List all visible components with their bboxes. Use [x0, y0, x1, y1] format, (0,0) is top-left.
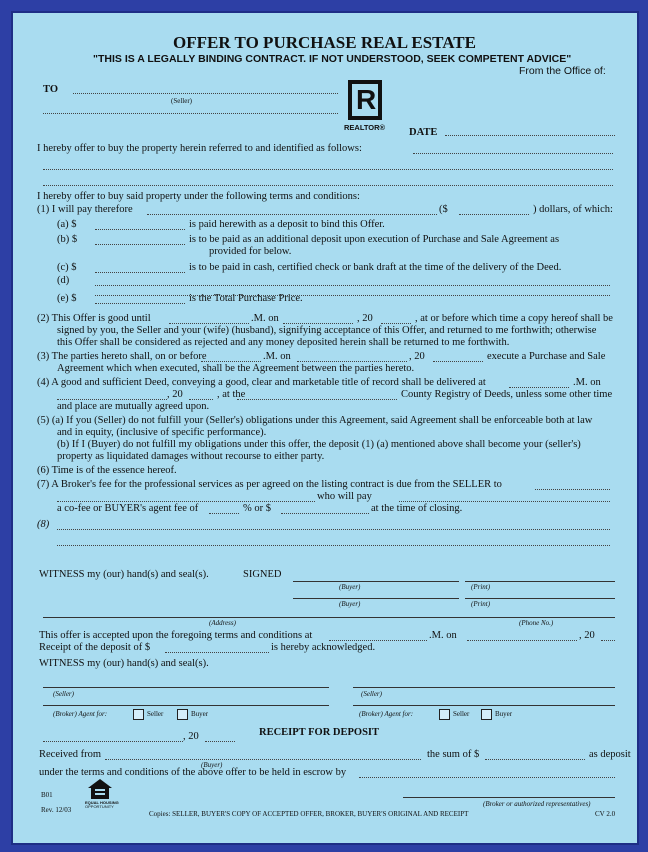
print-caption-2: (Print)	[471, 600, 491, 608]
accepted-year-line[interactable]	[601, 640, 615, 641]
clause-4-text: (4) A good and sufficient Deed, conveying a good, clear and marketable title of record shall be delivered at	[37, 377, 486, 388]
receipt-deposit-text: Receipt of the deposit of $	[39, 642, 151, 653]
realtor-logo	[348, 80, 382, 120]
clause-5-text: (5) (a) If you (Seller) do not fulfill your (Seller's) obligations under this Agreement, said Agreement shall be enforceable both at law	[37, 415, 593, 426]
to-label: TO	[43, 84, 58, 95]
clause-5-line-3: (b) If I (Buyer) do not fulfill my obligations under this offer, the deposit (1) (a) mentioned above shall become your (seller's)	[57, 439, 581, 450]
clause-3-m-on: .M. on	[263, 351, 291, 362]
revision: Rev. 12/03	[41, 806, 72, 814]
clause-2-text: (2) This Offer is good until	[37, 313, 151, 324]
seller-caption-2: (Seller)	[361, 690, 382, 698]
clause-8-line-1[interactable]	[57, 529, 610, 530]
to-line-1[interactable]	[73, 93, 338, 94]
receipt-deposit-amount[interactable]	[165, 652, 269, 653]
item-a-amount[interactable]	[95, 229, 185, 230]
buyer-option-2: Buyer	[495, 710, 513, 718]
price-words-line[interactable]	[147, 214, 437, 215]
item-d-label: (d)	[57, 275, 70, 286]
item-e-label: (e) $	[57, 293, 77, 304]
broker-agent-label-1: (Broker) Agent for:	[53, 710, 108, 718]
clause-2-year: , 20	[357, 313, 373, 324]
form-code: B01	[41, 791, 53, 799]
price-open: ($	[439, 204, 448, 215]
realtor-logo-letter: R	[356, 84, 377, 115]
item-d-line[interactable]	[95, 285, 610, 286]
item-a-label: (a) $	[57, 219, 77, 230]
property-line-2[interactable]	[43, 169, 613, 170]
broker-rep-caption: (Broker or authorized representatives)	[483, 800, 591, 808]
copies-text: Copies: SELLER, BUYER'S COPY OF ACCEPTED OFFER, BROKER, BUYER'S ORIGINAL AND RECEIPT	[149, 810, 469, 818]
item-b-label: (b) $	[57, 234, 78, 245]
receipt-buyer-caption: (Buyer)	[201, 761, 223, 769]
buyer-print-line-2[interactable]	[465, 598, 615, 599]
clause-5-line-4: property as liquidated damages without recourse to either party.	[57, 451, 325, 462]
clause-5-line-2: and in equity, (inclusive of specific performance).	[57, 427, 267, 438]
broker-line-1[interactable]	[43, 705, 329, 706]
clause-7-who-will-pay: who will pay	[317, 491, 372, 502]
price-number-line[interactable]	[459, 214, 529, 215]
address-caption: (Address)	[209, 619, 236, 627]
clause-4-at: , at the	[217, 389, 246, 400]
document-warning: "THIS IS A LEGALLY BINDING CONTRACT. IF NOT UNDERSTOOD, SEEK COMPETENT ADVICE"	[93, 53, 572, 65]
sum-label: the sum of $	[427, 749, 480, 760]
item-b-text: is to be paid as an additional deposit upon execution of Purchase and Sale Agreement as	[189, 234, 560, 245]
clause-7-percent[interactable]	[209, 513, 239, 514]
witness-label-2: WITNESS my (our) hand(s) and seal(s).	[39, 658, 209, 669]
clause-7-line-a[interactable]	[535, 489, 610, 490]
clause-7-amount[interactable]	[281, 513, 369, 514]
clause-4-date[interactable]	[57, 399, 167, 400]
phone-caption: (Phone No.)	[519, 619, 554, 627]
receipt-year: , 20	[183, 731, 199, 742]
witness-label: WITNESS my (our) hand(s) and seal(s).	[39, 569, 209, 580]
item-c-label: (c) $	[57, 262, 77, 273]
clause-3-time[interactable]	[201, 361, 261, 362]
receipt-title: RECEIPT FOR DEPOSIT	[259, 727, 379, 738]
buyer-signature-line-2[interactable]	[293, 598, 459, 599]
seller-signature-line-1[interactable]	[43, 687, 329, 688]
clause-7-cofee: a co-fee or BUYER's agent fee of	[57, 503, 199, 514]
buyer-signature-line-1[interactable]	[293, 581, 459, 582]
property-line-3[interactable]	[43, 185, 613, 186]
clause-2-year-line[interactable]	[381, 323, 411, 324]
accepted-date[interactable]	[467, 640, 577, 641]
terms-intro: I hereby offer to buy said property under the following terms and conditions:	[37, 191, 360, 202]
escrow-text: under the terms and conditions of the above offer to be held in escrow by	[39, 767, 347, 778]
clause-4-year: , 20	[167, 389, 183, 400]
item-e-amount[interactable]	[95, 303, 185, 304]
clause-6-text: (6) Time is of the essence hereof.	[37, 465, 177, 476]
house-icon	[87, 778, 113, 800]
seller-caption-1: (Seller)	[53, 690, 74, 698]
item-c-amount[interactable]	[95, 272, 185, 273]
address-line[interactable]	[43, 617, 615, 618]
clause-3-text: (3) The parties hereto shall, on or before	[37, 351, 207, 362]
buyer-print-line-1[interactable]	[465, 581, 615, 582]
accepted-time[interactable]	[329, 640, 427, 641]
clause-3-rest: execute a Purchase and Sale	[487, 351, 606, 362]
property-intro: I hereby offer to buy the property herein referred to and identified as follows:	[37, 143, 362, 154]
clause-4-county[interactable]	[237, 399, 397, 400]
form-version: CV 2.0	[595, 810, 616, 818]
clause-2-line-3: this Offer shall be considered as rejected and any money deposited herein shall be returned to me forthwith.	[57, 337, 510, 348]
clause-4-m-on: .M. on	[573, 377, 601, 388]
print-caption-1: (Print)	[471, 583, 491, 591]
price-close: ) dollars, of which:	[533, 204, 613, 215]
item-c-text: is to be paid in cash, certified check or bank draft at the time of the delivery of the Deed.	[189, 262, 562, 273]
accepted-year: , 20	[579, 630, 595, 641]
clause-4-year-line[interactable]	[189, 399, 213, 400]
document-paper	[11, 11, 639, 845]
broker-agent-label-2: (Broker) Agent for:	[359, 710, 414, 718]
to-line-2[interactable]	[43, 113, 338, 114]
realtor-label: REALTOR®	[344, 123, 386, 132]
date-label: DATE	[409, 127, 438, 138]
clause-2-date[interactable]	[283, 323, 353, 324]
receipt-date-line[interactable]	[43, 741, 183, 742]
clause-2-line-2: signed by you, the Seller and your (wife) (husband), signifying acceptance of this Offer, and returned to me forthwith; otherwise	[57, 325, 597, 336]
seller-agent-checkbox-1[interactable]	[133, 709, 144, 720]
seller-caption: (Seller)	[171, 97, 192, 105]
clause-3-date[interactable]	[297, 361, 407, 362]
accepted-text: This offer is accepted upon the foregoing terms and conditions at	[39, 630, 313, 641]
clause-8-label: (8)	[37, 519, 50, 530]
clause-4-rest: County Registry of Deeds, unless some other time	[401, 389, 613, 400]
item-b-amount[interactable]	[95, 244, 185, 245]
clause-7-or: % or $	[243, 503, 271, 514]
clause-2-rest: , at or before which time a copy hereof shall be	[415, 313, 613, 324]
clause-2-time[interactable]	[169, 323, 249, 324]
receipt-year-line[interactable]	[205, 741, 235, 742]
buyer-caption-2: (Buyer)	[339, 600, 361, 608]
sum-line[interactable]	[485, 759, 585, 760]
clause-2-m-on: .M. on	[251, 313, 279, 324]
item-d-line-2[interactable]	[95, 295, 610, 296]
seller-option-2: Seller	[453, 710, 470, 718]
item-b-text-2: provided for below.	[209, 246, 292, 257]
buyer-option-1: Buyer	[191, 710, 209, 718]
property-line-1[interactable]	[413, 153, 613, 154]
date-line[interactable]	[445, 135, 615, 136]
buyer-agent-checkbox-2[interactable]	[481, 709, 492, 720]
clause-4-line-3: and place are mutually agreed upon.	[57, 401, 210, 412]
broker-line-2[interactable]	[353, 705, 615, 706]
clause-3-line-2: Agreement which when executed, shall be the Agreement between the parties hereto.	[57, 363, 415, 374]
received-from-label: Received from	[39, 749, 102, 760]
item-a-text: is paid herewith as a deposit to bind this Offer.	[189, 219, 385, 230]
clause-7-text: (7) A Broker's fee for the professional services as per agreed on the listing contract is due from the SELLER to	[37, 479, 502, 490]
clause-7-line-b[interactable]	[57, 501, 315, 502]
clause-8-line-2[interactable]	[57, 545, 610, 546]
seller-agent-checkbox-2[interactable]	[439, 709, 450, 720]
signed-label: SIGNED	[243, 569, 282, 580]
clause-1-text: (1) I will pay therefore	[37, 204, 133, 215]
buyer-caption-1: (Buyer)	[339, 583, 361, 591]
buyer-agent-checkbox-1[interactable]	[177, 709, 188, 720]
clause-7-closing: at the time of closing.	[371, 503, 463, 514]
escrow-line[interactable]	[359, 777, 615, 778]
from-office-label: From the Office of:	[519, 65, 606, 77]
clause-7-line-c[interactable]	[399, 501, 610, 502]
equal-housing-logo	[87, 778, 113, 800]
receipt-acknowledged: is hereby acknowledged.	[271, 642, 376, 653]
accepted-m-on: .M. on	[429, 630, 457, 641]
clause-4-time[interactable]	[509, 387, 569, 388]
clause-3-year-line[interactable]	[433, 361, 483, 362]
clause-3-year: , 20	[409, 351, 425, 362]
received-from-line[interactable]	[105, 759, 421, 760]
equal-housing-text: EQUAL HOUSING	[85, 800, 119, 805]
item-e-text: is the Total Purchase Price.	[189, 293, 303, 304]
seller-signature-line-2[interactable]	[353, 687, 615, 688]
seller-option-1: Seller	[147, 710, 164, 718]
equal-housing-text-2: OPPORTUNITY	[85, 804, 114, 809]
document-title: OFFER TO PURCHASE REAL ESTATE	[173, 33, 476, 52]
broker-rep-line[interactable]	[403, 797, 615, 798]
as-deposit: as deposit	[589, 749, 631, 760]
